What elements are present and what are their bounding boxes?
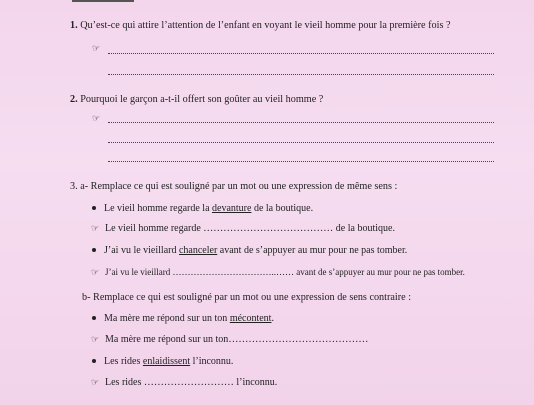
question-1 bbox=[70, 20, 450, 31]
underlined-word: mécontent bbox=[229, 313, 272, 324]
q3a-item-4: ☞ J’ai vu le vieillard ……………………………..…… avant de s’appuyer au mur pour ne pas tomber. bbox=[91, 267, 465, 278]
blank-dots[interactable]: ……………………………..…… bbox=[172, 267, 294, 277]
pointing-hand-icon: ☞ bbox=[92, 44, 101, 54]
blank-dots[interactable]: ………………………………… bbox=[203, 223, 334, 234]
pointing-hand-icon: ☞ bbox=[91, 268, 100, 278]
answer-line-2b[interactable] bbox=[108, 142, 494, 143]
question-2-number: 2. bbox=[70, 94, 78, 105]
bullet-dot-icon bbox=[92, 359, 96, 363]
q3b-item-2: ☞ Ma mère me répond sur un ton…………………………………… bbox=[91, 334, 369, 345]
q3b-item-4: ☞ Les rides ……………………… l’inconnu. bbox=[91, 377, 278, 388]
underlined-word: enlaidissent bbox=[142, 356, 191, 367]
q3a-item-3: J’ai vu le vieillard chanceler avant de s’appuyer au mur pour ne pas tomber. bbox=[92, 245, 407, 256]
answer-line-2a[interactable] bbox=[108, 122, 494, 123]
q3a-item-1: Le vieil homme regarde la devanture de la boutique. bbox=[92, 203, 313, 214]
pointing-hand-icon: ☞ bbox=[92, 114, 101, 124]
answer-line-1a[interactable] bbox=[108, 53, 494, 54]
pointing-hand-icon: ☞ bbox=[91, 224, 100, 234]
pointing-hand-icon: ☞ bbox=[91, 335, 100, 345]
q3b-item-3: Les rides enlaidissent l’inconnu. bbox=[92, 356, 233, 367]
q3a-item-2: ☞ Le vieil homme regarde ………………………………… de la boutique. bbox=[91, 223, 395, 234]
question-1-text: Qu’est-ce qui attire l’attention de l’enfant en voyant le vieil homme pour la première fois ? bbox=[80, 20, 451, 31]
q3b-item-1: Ma mère me répond sur un ton mécontent. bbox=[92, 313, 274, 324]
underlined-word: devanture bbox=[212, 203, 252, 214]
answer-line-1b[interactable] bbox=[108, 74, 494, 75]
bullet-dot-icon bbox=[92, 248, 96, 252]
answer-line-2c[interactable] bbox=[108, 161, 494, 162]
question-3a-heading: 3. a- Remplace ce qui est souligné par un mot ou une expression de même sens : bbox=[70, 181, 398, 192]
bullet-dot-icon bbox=[92, 316, 96, 320]
blank-dots[interactable]: …………………………………… bbox=[228, 334, 369, 345]
blank-dots[interactable]: ……………………… bbox=[143, 377, 234, 388]
underlined-word: chanceler bbox=[178, 245, 218, 256]
bullet-dot-icon bbox=[92, 206, 96, 210]
question-2 bbox=[70, 94, 323, 105]
question-1-number: 1. bbox=[70, 20, 78, 31]
question-3b-heading: b- Remplace ce qui est souligné par un mot ou une expression de sens contraire : bbox=[82, 292, 412, 303]
pointing-hand-icon: ☞ bbox=[91, 378, 100, 388]
header-rule bbox=[72, 0, 134, 2]
question-2-text: Pourquoi le garçon a-t-il offert son goûter au vieil homme ? bbox=[80, 94, 324, 105]
